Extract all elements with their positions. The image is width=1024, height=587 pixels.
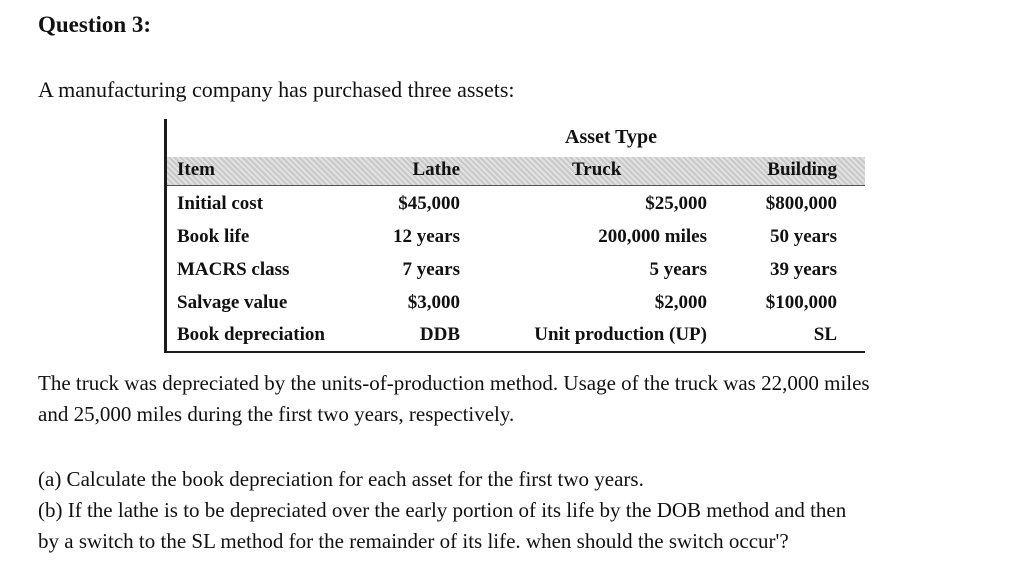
asset-table: [164, 119, 865, 353]
row-salvage-value-truck: $2,000: [654, 292, 707, 313]
part-b-line-2: by a switch to the SL method for the remainder of its life. when should the switch occur'?: [38, 529, 789, 553]
row-book-depreciation-lathe: DDB: [419, 324, 460, 345]
question-parts: [38, 464, 998, 557]
part-a: (a) Calculate the book depreciation for each asset for the first two years.: [38, 467, 644, 491]
row-macrs-class-item: MACRS class: [177, 259, 290, 280]
row-salvage-value-item: Salvage value: [177, 292, 288, 313]
row-book-depreciation-truck: Unit production (UP): [534, 324, 707, 345]
row-macrs-class-building: 39 years: [769, 259, 837, 280]
row-macrs-class-truck: 5 years: [649, 259, 707, 280]
row-book-life-truck: 200,000 miles: [598, 226, 707, 247]
row-book-life-item: Book life: [177, 226, 250, 247]
truck-usage-paragraph: [38, 368, 998, 430]
part-b-line-1: (b) If the lathe is to be depreciated over the early portion of its life by the DOB method and then: [38, 498, 847, 522]
asset-type-header: Asset Type: [565, 126, 658, 148]
table-header-band: [167, 157, 865, 186]
truck-usage-line-1: The truck was depreciated by the units-of-production method. Usage of the truck was 22,000 miles: [38, 371, 870, 395]
question-intro: A manufacturing company has purchased three assets:: [38, 77, 515, 102]
row-macrs-class-lathe: 7 years: [402, 259, 460, 280]
row-book-depreciation-item: Book depreciation: [177, 324, 325, 345]
row-initial-cost-building: $800,000: [765, 193, 837, 214]
column-header-building: Building: [767, 159, 837, 180]
question-heading: Question 3:: [38, 12, 152, 37]
truck-usage-line-2: and 25,000 miles during the first two years, respectively.: [38, 402, 515, 426]
column-header-item: Item: [177, 159, 215, 180]
row-initial-cost-truck: $25,000: [645, 193, 707, 214]
row-initial-cost-item: Initial cost: [177, 193, 264, 214]
row-initial-cost-lathe: $45,000: [398, 193, 460, 214]
row-book-life-building: 50 years: [769, 226, 837, 247]
row-salvage-value-building: $100,000: [765, 292, 837, 313]
row-salvage-value-lathe: $3,000: [407, 292, 460, 313]
column-header-truck: Truck: [572, 159, 622, 180]
column-header-lathe: Lathe: [412, 159, 460, 180]
row-book-life-lathe: 12 years: [392, 226, 460, 247]
row-book-depreciation-building: SL: [813, 324, 837, 345]
